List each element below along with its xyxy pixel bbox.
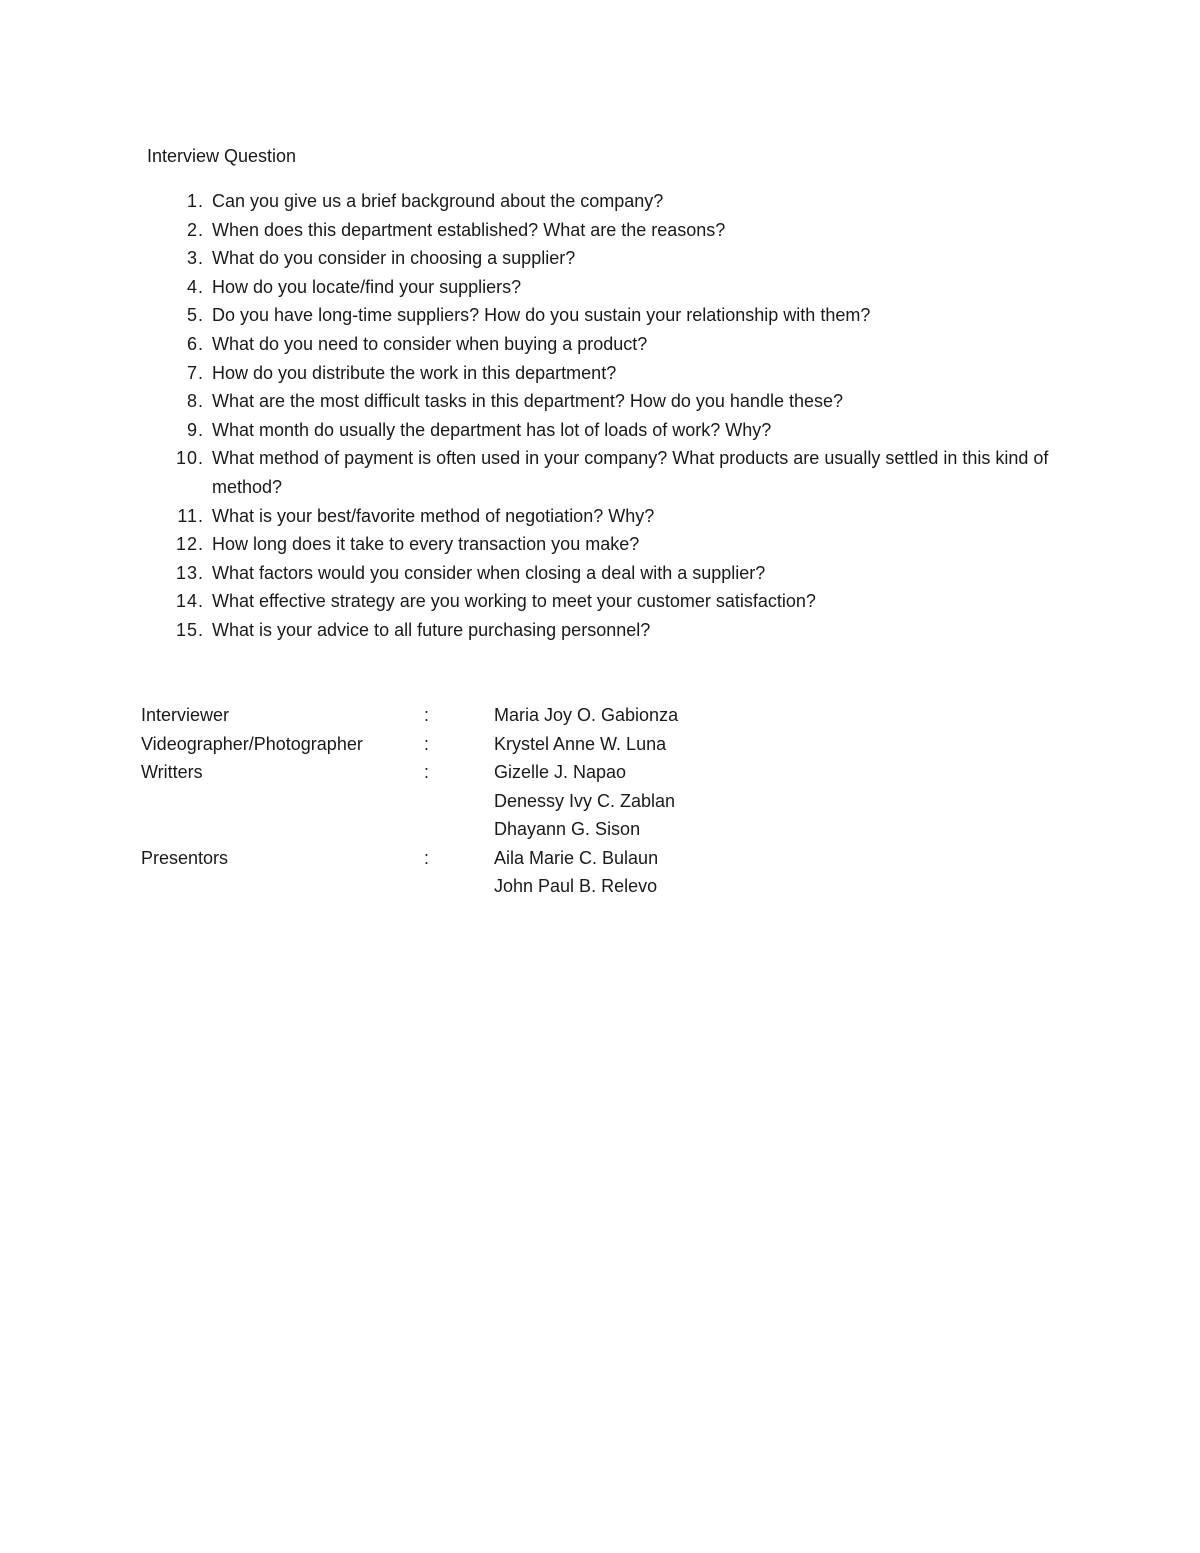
- credit-role: Writters: [141, 762, 203, 782]
- question-number: 2.: [186, 219, 204, 240]
- credits-section: [141, 701, 841, 901]
- question-item: [140, 502, 1060, 531]
- question-text: How long does it take to every transaction you make?: [212, 534, 640, 555]
- question-text: What do you consider in choosing a supplier?: [212, 248, 576, 269]
- question-text: Do you have long-time suppliers? How do you sustain your relationship with them?: [212, 305, 871, 326]
- credit-colon: :: [424, 705, 430, 725]
- question-number: 14.: [175, 591, 204, 612]
- question-item: [140, 273, 1060, 302]
- credit-name: Krystel Anne W. Luna: [494, 733, 667, 754]
- question-text: When does this department established? What are the reasons?: [212, 219, 726, 240]
- question-number: 4.: [186, 276, 204, 297]
- credit-row: [141, 844, 841, 873]
- question-text: How do you distribute the work in this department?: [212, 362, 617, 383]
- question-item: [140, 616, 1060, 645]
- question-number: 8.: [186, 391, 204, 412]
- question-item: [140, 216, 1060, 245]
- credit-row: [141, 872, 841, 901]
- credit-role: Interviewer: [141, 705, 230, 725]
- question-number: 12.: [175, 534, 204, 555]
- credit-row: [141, 787, 841, 816]
- question-text: What is your best/favorite method of negotiation? Why?: [212, 505, 655, 526]
- credit-name: Gizelle J. Napao: [494, 762, 627, 782]
- credit-row: [141, 815, 841, 844]
- question-number: 1.: [186, 191, 204, 211]
- credit-name: Dhayann G. Sison: [494, 819, 641, 839]
- question-text: How do you locate/find your suppliers?: [212, 276, 522, 297]
- question-number: 11.: [177, 505, 204, 526]
- question-text: What factors would you consider when closing a deal with a supplier?: [212, 562, 766, 583]
- question-text: What is your advice to all future purchasing personnel?: [212, 619, 651, 640]
- question-item: [140, 444, 1060, 501]
- credit-role: Videographer/Photographer: [141, 733, 363, 754]
- question-number: 13.: [175, 562, 204, 583]
- question-text: What method of payment is often used in your company? What products are usually settled in this kind of method?: [212, 448, 1049, 497]
- credit-name: Maria Joy O. Gabionza: [494, 705, 679, 725]
- question-item: [140, 587, 1060, 616]
- credit-role: Presentors: [141, 847, 229, 868]
- question-text: What effective strategy are you working to meet your customer satisfaction?: [212, 591, 816, 612]
- question-item: [140, 244, 1060, 273]
- question-item: [140, 416, 1060, 445]
- question-item: [140, 330, 1060, 359]
- question-number: 9.: [186, 419, 204, 440]
- question-number: 3.: [186, 248, 204, 269]
- credit-row: [141, 758, 841, 787]
- question-number: 6.: [186, 333, 204, 354]
- question-text: What are the most difficult tasks in this department? How do you handle these?: [212, 391, 844, 412]
- question-item: [140, 530, 1060, 559]
- question-text: Can you give us a brief background about the company?: [212, 191, 664, 211]
- question-item: [140, 387, 1060, 416]
- question-number: 15.: [175, 619, 204, 640]
- question-text: What do you need to consider when buying a product?: [212, 333, 648, 354]
- question-item: [140, 559, 1060, 588]
- credit-colon: :: [424, 733, 430, 754]
- question-list: [140, 187, 1060, 645]
- credit-name: John Paul B. Relevo: [494, 876, 658, 896]
- credit-row: [141, 730, 841, 759]
- question-number: 10.: [175, 448, 204, 469]
- credit-colon: :: [424, 847, 430, 868]
- credit-name: Denessy Ivy C. Zablan: [494, 790, 676, 811]
- credit-name: Aila Marie C. Bulaun: [494, 847, 659, 868]
- question-number: 5.: [186, 305, 204, 326]
- question-item: [140, 187, 1060, 216]
- question-number: 7.: [186, 362, 204, 383]
- document-title: Interview Question: [147, 146, 297, 166]
- question-item: [140, 359, 1060, 388]
- question-item: [140, 301, 1060, 330]
- credit-row: [141, 701, 841, 730]
- question-text: What month do usually the department has lot of loads of work? Why?: [212, 419, 772, 440]
- credit-colon: :: [424, 762, 430, 782]
